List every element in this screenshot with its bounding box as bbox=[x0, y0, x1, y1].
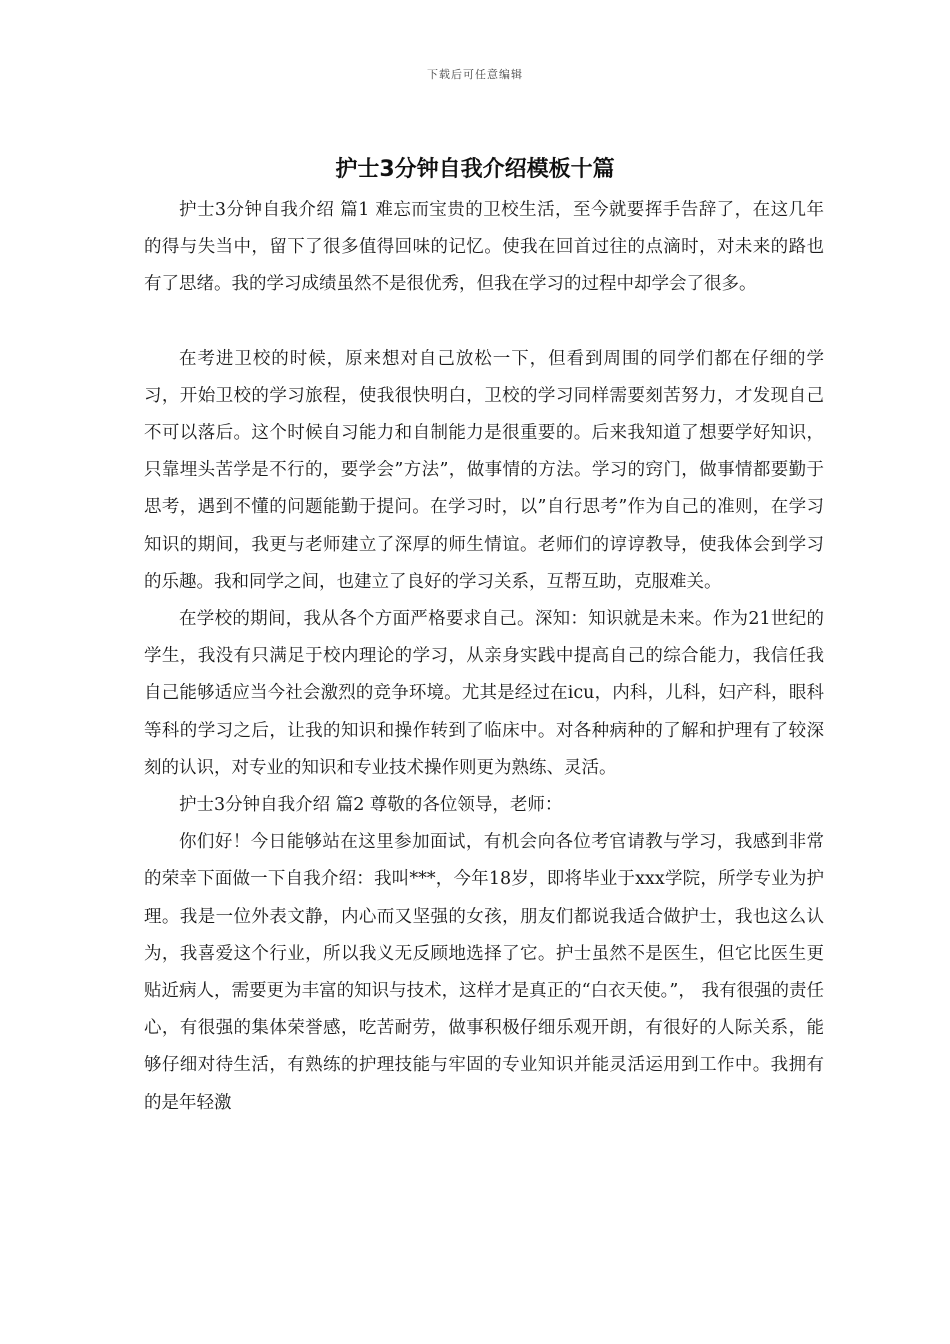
paragraph-4: 护士3分钟自我介绍 篇2 尊敬的各位领导，老师： bbox=[179, 795, 563, 816]
paragraph-5: 你们好！今日能够站在这里参加面试，有机会向各位考官请教与学习，我感到非常的荣幸下面做一下自我介绍：我叫***，今年18岁，即将毕业于xxx学院，所学专业为护理。我是一位外表文静，内心而又坚强的女孩，朋友们都说我适合做护士，我也这么认为，我喜爱这个行业，所以我义无反顾地选择了它。护士虽然不是医生，但它比医生更贴近病人，需要更为丰富的知识与技术，这样才是真正的“白衣天使。”， 我有很强的责任心，有很强的集体荣誉感，吃苦耐劳，做事积极仔细乐观开朗，有很好的人际关系，能够仔细对待生活，有熟练的护理技能与牢固的专业知识并能灵活运用到工作中。我拥有的是年轻激 bbox=[144, 832, 824, 1113]
header-note: 下载后可任意编辑 bbox=[427, 68, 523, 81]
paragraph-2: 在考进卫校的时候，原来想对自己放松一下，但看到周围的同学们都在仔细的学习，开始卫校的学习旅程，使我很快明白，卫校的学习同样需要刻苦努力，才发现自己不可以落后。这个时候自习能力和自制能力是很重要的。后来我知道了想要学好知识，只靠埋头苦学是不行的，要学会”方法”，做事情的方法。学习的窍门，做事情都要勤于思考，遇到不懂的问题能勤于提问。在学习时，以”自行思考”作为自己的准则，在学习知识的期间，我更与老师建立了深厚的师生情谊。老师们的谆谆教导，使我体会到学习的乐趣。我和同学之间，也建立了良好的学习关系，互帮互助，克服难关。 bbox=[144, 348, 824, 592]
paragraph-1: 护士3分钟自我介绍 篇1 难忘而宝贵的卫校生活，至今就要挥手告辞了，在这几年的得与失当中，留下了很多值得回味的记忆。使我在回首过往的点滴时，对未来的路也有了思绪。我的学习成绩虽然不是很优秀，但我在学习的过程中却学会了很多。 bbox=[144, 200, 824, 295]
document-title: 护士3分钟自我介绍模板十篇 bbox=[335, 157, 615, 182]
document-body bbox=[144, 192, 824, 1122]
paragraph-3: 在学校的期间，我从各个方面严格要求自己。深知：知识就是未来。作为21世纪的学生，我没有只满足于校内理论的学习，从亲身实践中提高自己的综合能力，我信任我自己能够适应当今社会激烈的竞争环境。尤其是经过在icu，内科，儿科，妇产科，眼科等科的学习之后，让我的知识和操作转到了临床中。对各种病种的了解和护理有了较深刻的认识，对专业的知识和专业技术操作则更为熟练、灵活。 bbox=[144, 609, 824, 778]
